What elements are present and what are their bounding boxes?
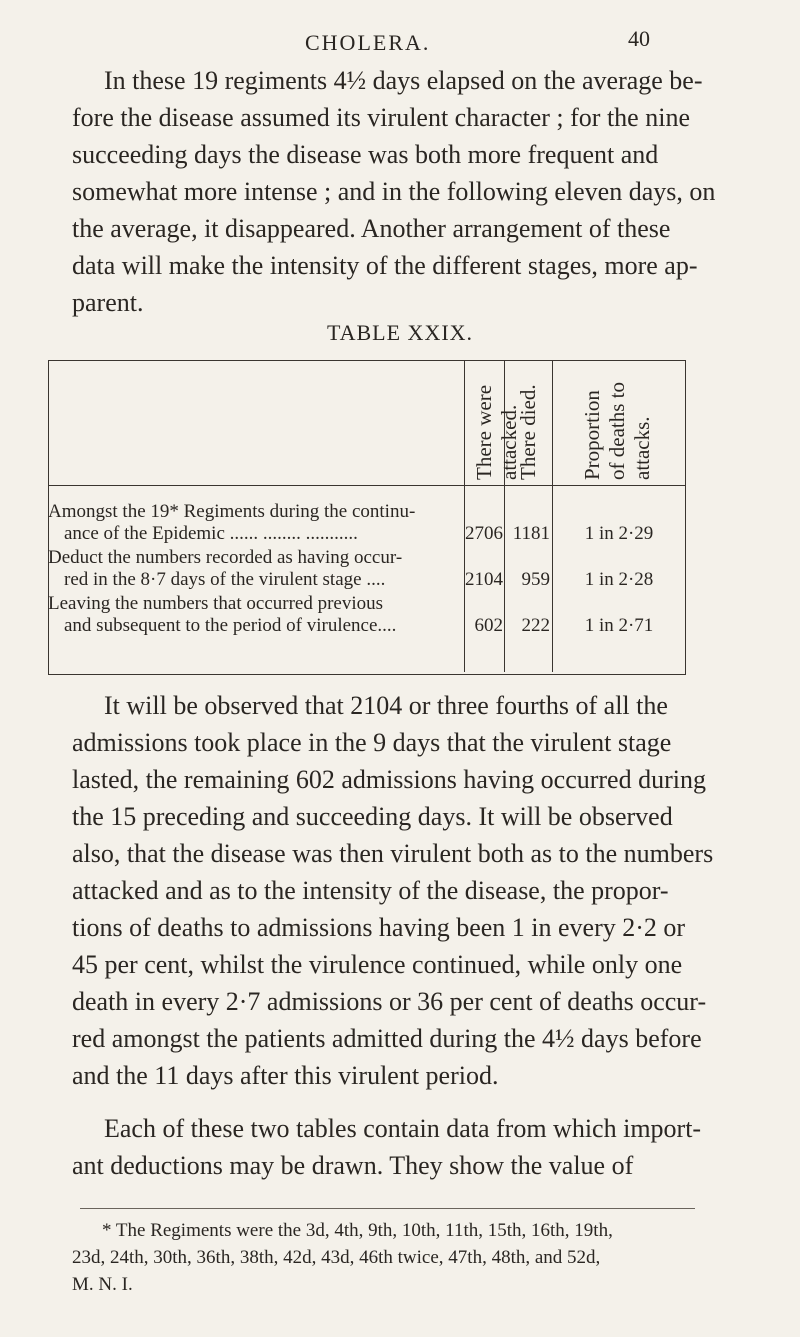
cell-attacked: 2706 <box>465 523 503 544</box>
header-proportion-line: of deaths to <box>605 382 629 480</box>
paragraph-line: It will be observed that 2104 or three fourths of all the <box>104 691 668 720</box>
row-label-line: red in the 8·7 days of the virulent stage .... <box>64 569 386 590</box>
paragraph-line: data will make the intensity of the different stages, more ap- <box>72 251 698 280</box>
body-paragraph-1 <box>72 687 714 1094</box>
header-proportion-line: attacks. <box>630 416 654 480</box>
header-died <box>516 365 541 480</box>
statistics-table <box>48 357 686 678</box>
row-label-line: Amongst the 19* Regiments during the continu- <box>48 501 416 522</box>
header-proportion-line: Proportion <box>580 390 604 480</box>
paragraph-line: the 15 preceding and succeeding days. It will be observed <box>72 802 673 831</box>
footnote-line: 23d, 24th, 30th, 36th, 38th, 42d, 43d, 46th twice, 47th, 48th, and 52d, <box>72 1247 601 1268</box>
body-paragraph-2 <box>72 1110 710 1184</box>
paragraph-line: In these 19 regiments 4½ days elapsed on the average be- <box>104 66 703 95</box>
column-divider <box>552 360 553 672</box>
paragraph-line: lasted, the remaining 602 admissions having occurred during <box>72 765 706 794</box>
cell-proportion: 1 in 2·71 <box>584 615 654 636</box>
table-row-label <box>48 593 464 637</box>
paragraph-line: red amongst the patients admitted during the 4½ days before <box>72 1024 702 1053</box>
table-top-rule <box>48 360 686 361</box>
header-attacked-line: There were <box>472 384 496 480</box>
header-attacked <box>472 365 522 480</box>
paragraph-line: also, that the disease was then virulent both as to the numbers <box>72 839 714 868</box>
cell-died: 959 <box>521 569 550 590</box>
footnote-line: * The Regiments were the 3d, 4th, 9th, 10th, 11th, 15th, 16th, 19th, <box>102 1220 613 1241</box>
intro-paragraph <box>72 62 716 321</box>
page-header <box>0 22 800 62</box>
footnote-line: M. N. I. <box>72 1274 133 1295</box>
cell-died: 222 <box>521 615 550 636</box>
paragraph-line: and the 11 days after this virulent period. <box>72 1061 499 1090</box>
paragraph-line: 45 per cent, whilst the virulence continued, while only one <box>72 950 683 979</box>
paragraph-line: admissions took place in the 9 days that the virulent stage <box>72 728 672 757</box>
cell-proportion: 1 in 2·29 <box>584 523 654 544</box>
page-number: 40 <box>628 26 650 51</box>
table-row-label <box>48 547 464 591</box>
cell-proportion: 1 in 2·28 <box>584 569 654 590</box>
paragraph-line: attacked and as to the intensity of the disease, the propor- <box>72 876 669 905</box>
paragraph-line: fore the disease assumed its virulent character ; for the nine <box>72 103 690 132</box>
cell-died: 1181 <box>512 523 550 544</box>
row-label-line: and subsequent to the period of virulence.... <box>64 615 397 636</box>
row-label-line: ance of the Epidemic ...... ........ ........... <box>64 523 358 544</box>
paragraph-line: tions of deaths to admissions having been 1 in every 2·2 or <box>72 913 686 942</box>
table-row-label <box>48 501 464 545</box>
footnote-divider <box>80 1208 695 1209</box>
paragraph-line: death in every 2·7 admissions or 36 per cent of deaths occur- <box>72 987 707 1016</box>
paragraph-line: somewhat more intense ; and in the following eleven days, on <box>72 177 716 206</box>
footnote <box>72 1217 712 1298</box>
table-right-rule <box>685 360 686 675</box>
paragraph-line: parent. <box>72 288 144 317</box>
header-died-line: There died. <box>516 384 540 480</box>
header-attacked-line: attacked. <box>497 404 521 480</box>
row-label-line: Deduct the numbers recorded as having occur- <box>48 547 403 568</box>
table-title: TABLE XXIX. <box>326 320 474 345</box>
running-title: CHOLERA. <box>305 30 431 55</box>
paragraph-line: succeeding days the disease was both more frequent and <box>72 140 659 169</box>
cell-attacked: 2104 <box>465 569 503 590</box>
paragraph-line: Each of these two tables contain data from which import- <box>104 1114 702 1143</box>
header-proportion <box>580 365 655 480</box>
row-label-line: Leaving the numbers that occurred previous <box>48 593 384 614</box>
table-header-rule <box>48 485 686 486</box>
paragraph-line: the average, it disappeared. Another arrangement of these <box>72 214 671 243</box>
cell-attacked: 602 <box>474 615 503 636</box>
paragraph-line: ant deductions may be drawn. They show the value of <box>72 1151 634 1180</box>
table-bottom-rule <box>48 674 686 675</box>
